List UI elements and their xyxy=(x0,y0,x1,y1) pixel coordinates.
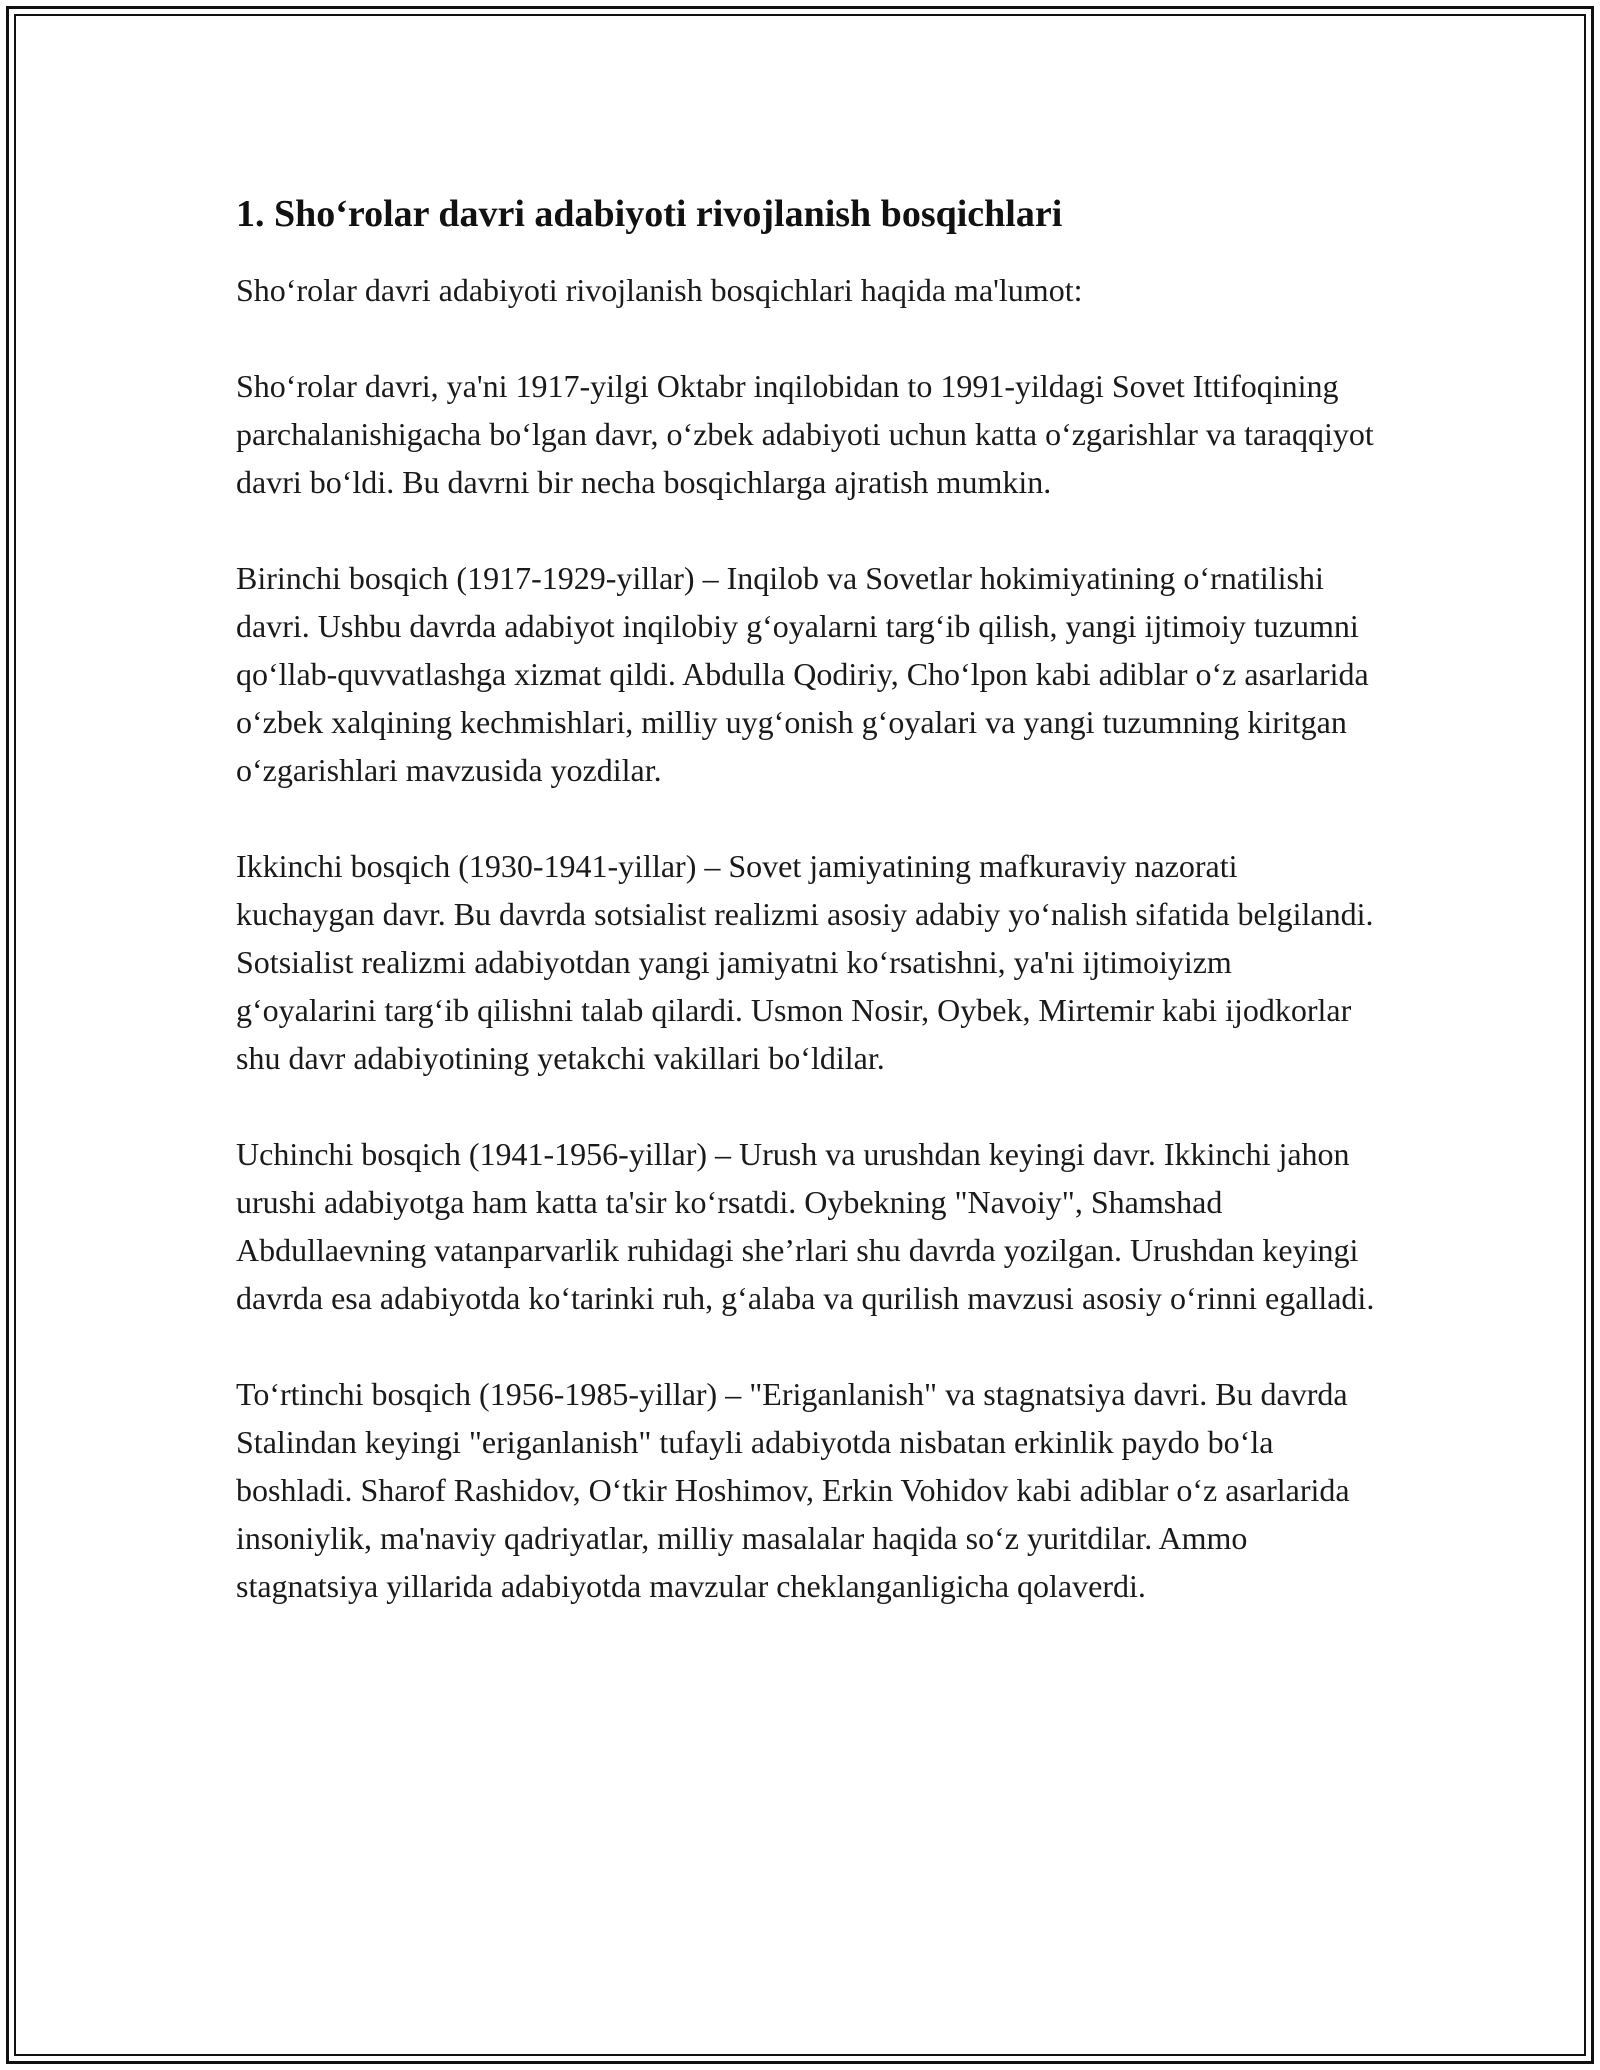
paragraph-stage-3: Uchinchi bosqich (1941-1956-yillar) – Urush va urushdan keyingi davr. Ikkinchi jahon urushi adabiyotga ham katta ta'sir ko‘rsatdi. Oybekning "Navoiy", Shamshad Abdullaevning vatanparvarlik ruhidagi she’rlari shu davrda yozilgan. Urushdan keyingi davrda esa adabiyotda ko‘tarinki ruh, g‘alaba va qurilish mavzusi asosiy o‘rinni egalladi. xyxy=(236,1136,1375,1316)
paragraph-overview: Sho‘rolar davri, ya'ni 1917-yilgi Oktabr inqilobidan to 1991-yildagi Sovet Ittifoqining parchalanishigacha bo‘lgan davr, o‘zbek adabiyoti uchun katta o‘zgarishlar va taraqqiyot davri bo‘ldi. Bu davrni bir necha bosqichlarga ajratish mumkin. xyxy=(236,368,1374,500)
intro-paragraph: Sho‘rolar davri adabiyoti rivojlanish bosqichlari haqida ma'lumot: xyxy=(236,272,1083,308)
paragraph-stage-1: Birinchi bosqich (1917-1929-yillar) – Inqilob va Sovetlar hokimiyatining o‘rnatilishi davri. Ushbu davrda adabiyot inqilobiy g‘oyalarni targ‘ib qilish, yangi ijtimoiy tuzumni qo‘llab-quvvatlashga xizmat qildi. Abdulla Qodiriy, Cho‘lpon kabi adiblar o‘z asarlarida o‘zbek xalqining kechmishlari, milliy uyg‘onish g‘oyalari va yangi tuzumning kiritgan o‘zgarishlari mavzusida yozdilar. xyxy=(236,560,1369,788)
paragraph-stage-2: Ikkinchi bosqich (1930-1941-yillar) – Sovet jamiyatining mafkuraviy nazorati kuchaygan davr. Bu davrda sotsialist realizmi asosiy adabiy yo‘nalish sifatida belgilandi. Sotsialist realizmi adabiyotdan yangi jamiyatni ko‘rsatishni, ya'ni ijtimoiyizm g‘oyalarini targ‘ib qilishni talab qilardi. Usmon Nosir, Oybek, Mirtemir kabi ijodkorlar shu davr adabiyotining yetakchi vakillari bo‘ldilar. xyxy=(236,848,1374,1076)
section-heading: 1. Sho‘rolar davri adabiyoti rivojlanish bosqichlari xyxy=(236,193,1063,235)
paragraph-stage-4: To‘rtinchi bosqich (1956-1985-yillar) – "Eriganlanish" va stagnatsiya davri. Bu davrda Stalindan keyingi "eriganlanish" tufayli adabiyotda nisbatan erkinlik paydo bo‘la boshladi. Sharof Rashidov, O‘tkir Hoshimov, Erkin Vohidov kabi adiblar o‘z asarlarida insoniylik, ma'naviy qadriyatlar, milliy masalalar haqida so‘z yuritdilar. Ammo stagnatsiya yillarida adabiyotda mavzular cheklanganligicha qolaverdi. xyxy=(236,1376,1350,1604)
document-body xyxy=(236,188,1376,1658)
